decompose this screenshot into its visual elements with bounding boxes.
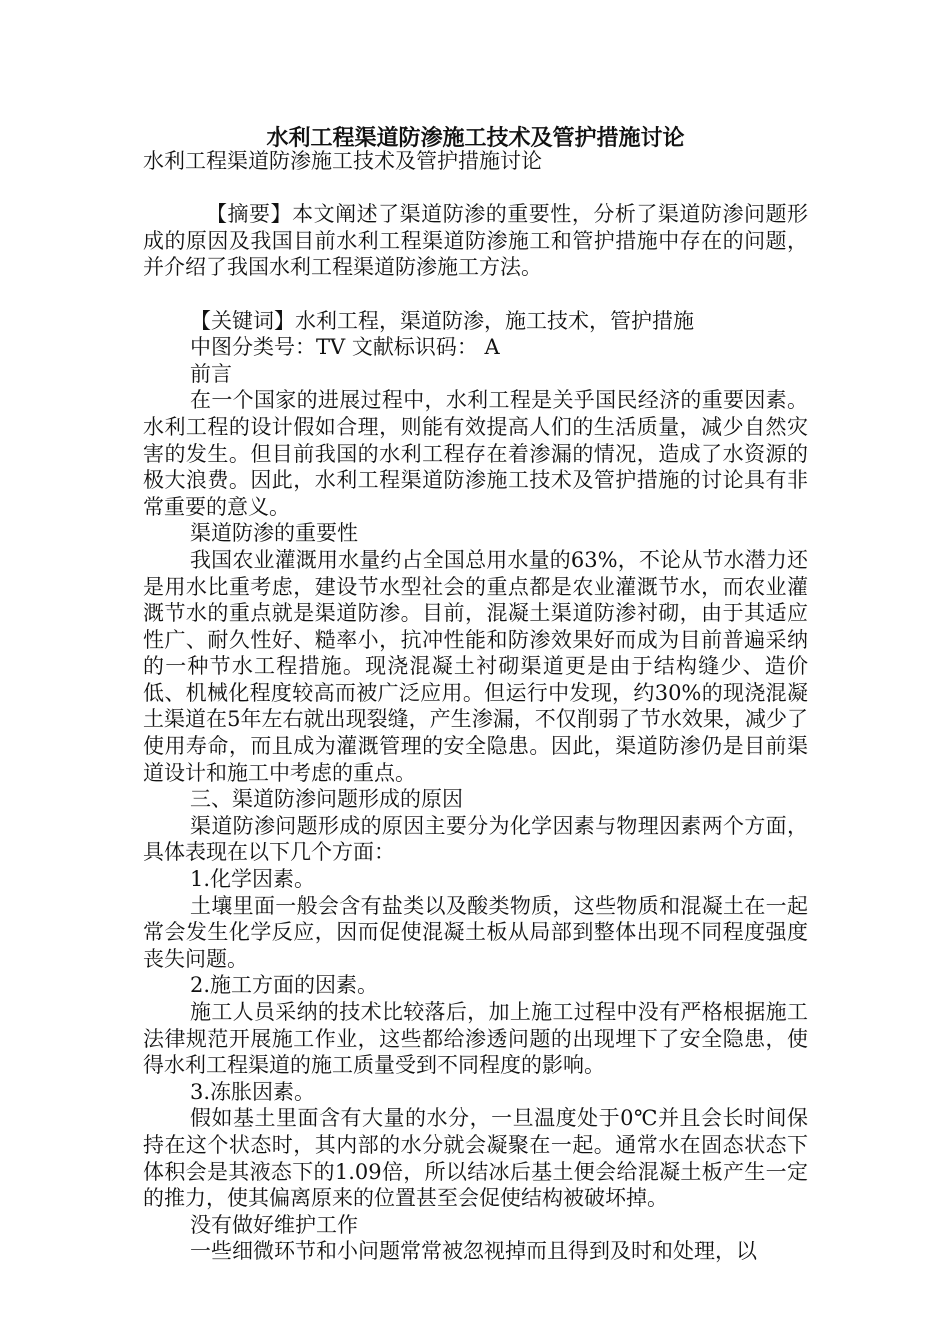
keywords-line: 【关键词】水利工程，渠道防渗，施工技术，管护措施 [190, 308, 694, 333]
blank-line [143, 281, 808, 308]
intro-paragraph: 在一个国家的进展过程中，水利工程是关乎国民经济的重要因素。水利工程的设计假如合理，则能有效提高人们的生活质量，减少自然灾害的发生。但目前我国的水利工程存在着渗漏的情况，造成了水资源的极大浪费。因此，水利工程渠道防渗施工技术及管护措施的讨论具有非常重要的意义。 [143, 388, 808, 519]
causes-paragraph: 渠道防渗问题形成的原因主要分为化学因素与物理因素两个方面，具体表现在以下几个方面： [143, 813, 808, 865]
blank-line [143, 175, 808, 202]
maintenance-paragraph: 一些细微环节和小问题常常被忽视掉而且得到及时和处理，以 [190, 1239, 757, 1264]
subheading-frost: 3.冻胀因素。 [190, 1079, 316, 1104]
chemical-paragraph: 土壤里面一般会含有盐类以及酸类物质，这些物质和混凝土在一起常会发生化学反应，因而促使混凝土板从局部到整体出现不同程度强度丧失问题。 [143, 893, 808, 971]
section-heading-intro: 前言 [190, 361, 232, 386]
section-heading-importance: 渠道防渗的重要性 [190, 521, 358, 546]
subheading-construction: 2.施工方面的因素。 [190, 973, 379, 998]
frost-paragraph: 假如基土里面含有大量的水分，一旦温度处于0℃并且会长时间保持在这个状态时，其内部的水分就会凝聚在一起。通常水在固态状态下体积会是其液态下的1.09倍，所以结冰后基土便会给混凝土板产生一定的推力，使其偏离原来的位置甚至会促使结构被破坏掉。 [143, 1106, 808, 1211]
document-body [143, 148, 808, 1265]
section-heading-causes: 三、渠道防渗问题形成的原因 [190, 787, 463, 812]
document-subtitle: 水利工程渠道防渗施工技术及管护措施讨论 [143, 149, 542, 173]
document-title: 水利工程渠道防渗施工技术及管护措施讨论 [266, 125, 685, 151]
construction-paragraph: 施工人员采纳的技术比较落后，加上施工过程中没有严格根据施工法律规范开展施工作业，这些都给渗透问题的出现埋下了安全隐患，使得水利工程渠道的施工质量受到不同程度的影响。 [143, 1000, 808, 1078]
abstract-paragraph: 【摘要】本文阐述了渠道防渗的重要性，分析了渠道防渗问题形成的原因及我国目前水利工程渠道防渗施工和管护措施中存在的问题，并介绍了我国水利工程渠道防渗施工方法。 [143, 202, 808, 280]
section-heading-maintenance: 没有做好维护工作 [190, 1212, 358, 1237]
classification-line: 中图分类号：TV 文献标识码： A [190, 335, 500, 360]
importance-paragraph: 我国农业灌溉用水量约占全国总用水量的63%，不论从节水潜力还是用水比重考虑，建设节水型社会的重点都是农业灌溉节水，而农业灌溉节水的重点就是渠道防渗。目前，混凝土渠道防渗衬砌，由于其适应性广、耐久性好、糙率小，抗冲性能和防渗效果好而成为目前普遍采纳的一种节水工程措施。现浇混凝土衬砌渠道更是由于结构缝少、造价低、机械化程度较高而被广泛应用。但运行中发现，约30%的现浇混凝土渠道在5年左右就出现裂缝，产生渗漏，不仅削弱了节水效果，减少了使用寿命，而且成为灌溉管理的安全隐患。因此，渠道防渗仍是目前渠道设计和施工中考虑的重点。 [143, 547, 808, 785]
subheading-chemical: 1.化学因素。 [190, 867, 316, 892]
